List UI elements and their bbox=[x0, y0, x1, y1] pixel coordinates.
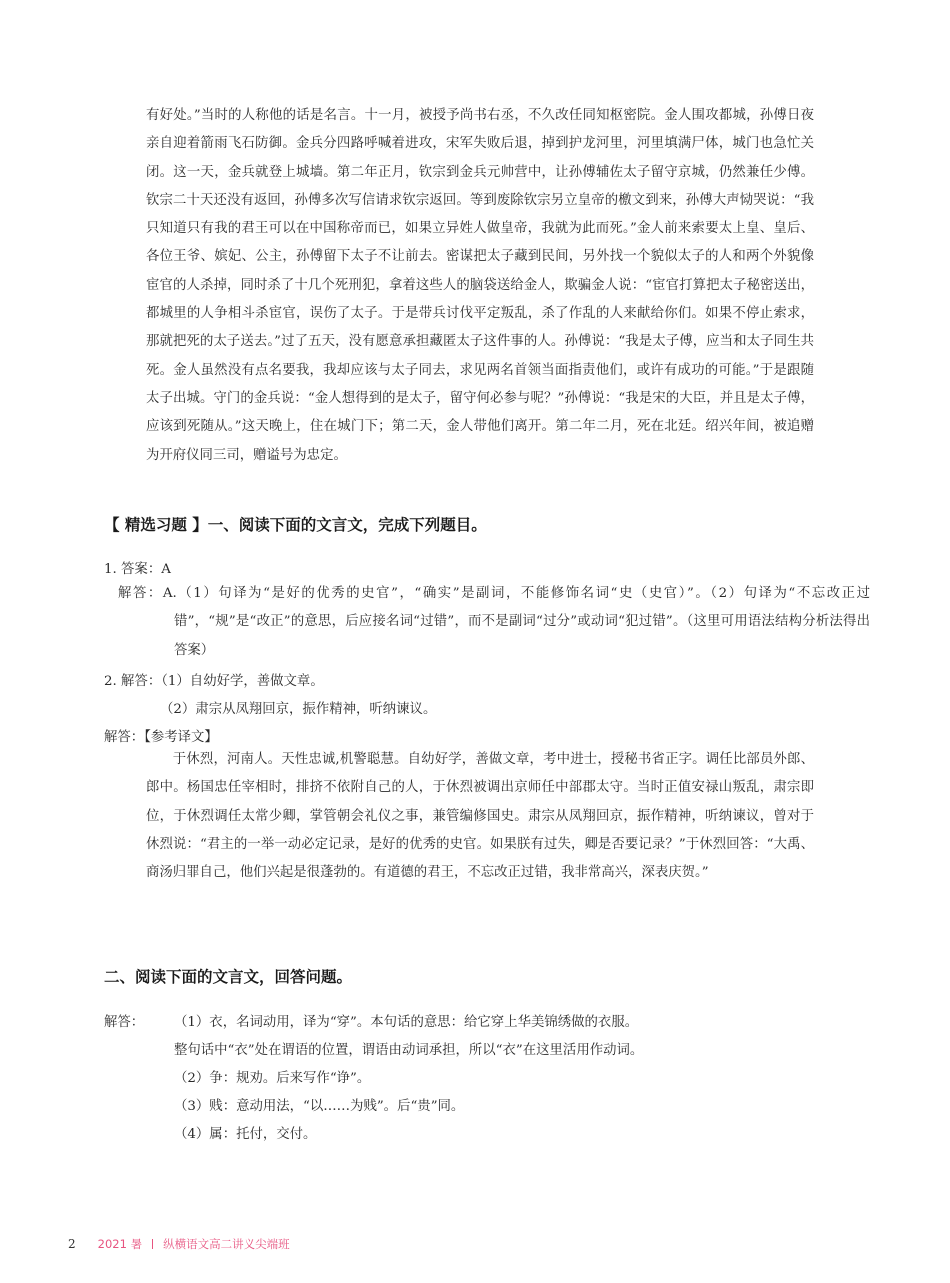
section2-item: （4）属：托付，交付。 bbox=[174, 1127, 317, 1142]
section2-item: （2）争：规劝。后来写作“诤”。 bbox=[174, 1071, 371, 1086]
section2-item: （3）贱：意动用法，“以……为贱”。后“贵”同。 bbox=[174, 1099, 465, 1114]
section2-heading: 二、阅读下面的文言文，回答问题。 bbox=[104, 968, 353, 986]
q1-answer: 1. 答案：A bbox=[104, 562, 171, 577]
book-year: 2021 暑 bbox=[97, 1237, 143, 1251]
q2-answer-line2: （2）肃宗从凤翔回京，振作精神，听纳谏议。 bbox=[160, 702, 437, 717]
page-number: 2 bbox=[68, 1237, 76, 1251]
section2-answer-label: 解答： bbox=[104, 1015, 145, 1030]
section2-item: （1）衣，名词动用，译为“穿”。本句话的意思：给它穿上华美锦绣做的衣服。 bbox=[174, 1015, 639, 1030]
section2-item: 整句话中“衣”处在谓语的位置，谓语由动词承担，所以“衣”在这里活用作动词。 bbox=[174, 1043, 644, 1058]
section1-heading: 【 精选习题 】一、阅读下面的文言文，完成下列题目。 bbox=[104, 516, 487, 534]
footer-divider bbox=[152, 1239, 153, 1249]
translation-paragraph: 有好处。”当时的人称他的话是名言。十一月，被授予尚书右丞，不久改任同知枢密院。金人围攻都城，孙傅日夜亲自迎着箭雨飞石防御。金兵分四路呼喊着进攻，宋军失败后退，掉到护龙河里，河里填满尸体，城门也急忙关闭。这一天，金兵就登上城墙。第二年正月，钦宗到金兵元帅营中，让孙傅辅佐太子留守京城，仍然兼任少傅。钦宗二十天还没有返回，孙傅多次写信请求钦宗返回。等到废除钦宗另立皇帝的檄文到来，孙傅大声恸哭说：“我只知道只有我的君王可以在中国称帝而已，如果立异姓人做皇帝，我就为此而死。”金人前来索要太上皇、皇后、各位王爷、嫔妃、公主，孙傅留下太子不让前去。密谋把太子藏到民间，另外找一个貌似太子的人和两个外貌像宦官的人杀掉，同时杀了十几个死刑犯，拿着这些人的脑袋送给金人，欺骗金人说：“宦官打算把太子秘密送出，都城里的人争相斗杀宦官，误伤了太子。于是带兵讨伐平定叛乱，杀了作乱的人来献给你们。如果不停止索求，那就把死的太子送去。”过了五天，没有愿意承担藏匿太子这件事的人。孙傅说：“我是太子傅，应当和太子同生共死。金人虽然没有点名要我，我却应该与太子同去，求见两名首领当面指责他们，或许有成功的可能。”于是跟随太子出城。守门的金兵说：“金人想得到的是太子，留守何必参与呢？”孙傅说：“我是宋的大臣，并且是太子傅，应该到死随从。”这天晚上，住在城门下；第二天，金人带他们离开。第二年二月，死在北廷。绍兴年间，被追赠为开府仪同三司，赠谥号为忠定。 bbox=[146, 108, 814, 463]
reference-translation-label: 解答：【参考译文】 bbox=[104, 730, 218, 745]
reference-translation-text: 于休烈，河南人。天性忠诚,机警聪慧。自幼好学，善做文章，考中进士，授秘书省正字。调任比部员外郎、郎中。杨国忠任宰相时，排挤不依附自己的人，于休烈被调出京师任中部郡太守。当时正值安禄山叛乱，肃宗即位，于休烈调任太常少卿，掌管朝会礼仪之事，兼管编修国史。肃宗从凤翔回京，振作精神，听纳谏议，曾对于休烈说：“君主的一举一动必定记录，是好的优秀的史官。如果朕有过失，卿是否要记录？”于休烈回答：“大禹、商汤归罪自己，他们兴起是很蓬勃的。有道德的君王，不忘改正过错，我非常高兴，深表庆贺。” bbox=[146, 752, 814, 881]
q2-answer-line1: 2. 解答：（1）自幼好学，善做文章。 bbox=[104, 674, 324, 689]
q1-explanation: 解答：A.（1）句译为“是好的优秀的史官”，“确实”是副词，不能修饰名词“史（史官）”。（2）句译为“不忘改正过错”，“规”是“改正”的意思，后应接名词“过错”，而不是副词“过分”或动词“犯过错”。（这里可用语法结构分析法得出答案） bbox=[118, 586, 870, 658]
book-subtitle: 纵横语文高二讲义尖端班 bbox=[163, 1237, 290, 1251]
page-footer bbox=[68, 1236, 290, 1252]
